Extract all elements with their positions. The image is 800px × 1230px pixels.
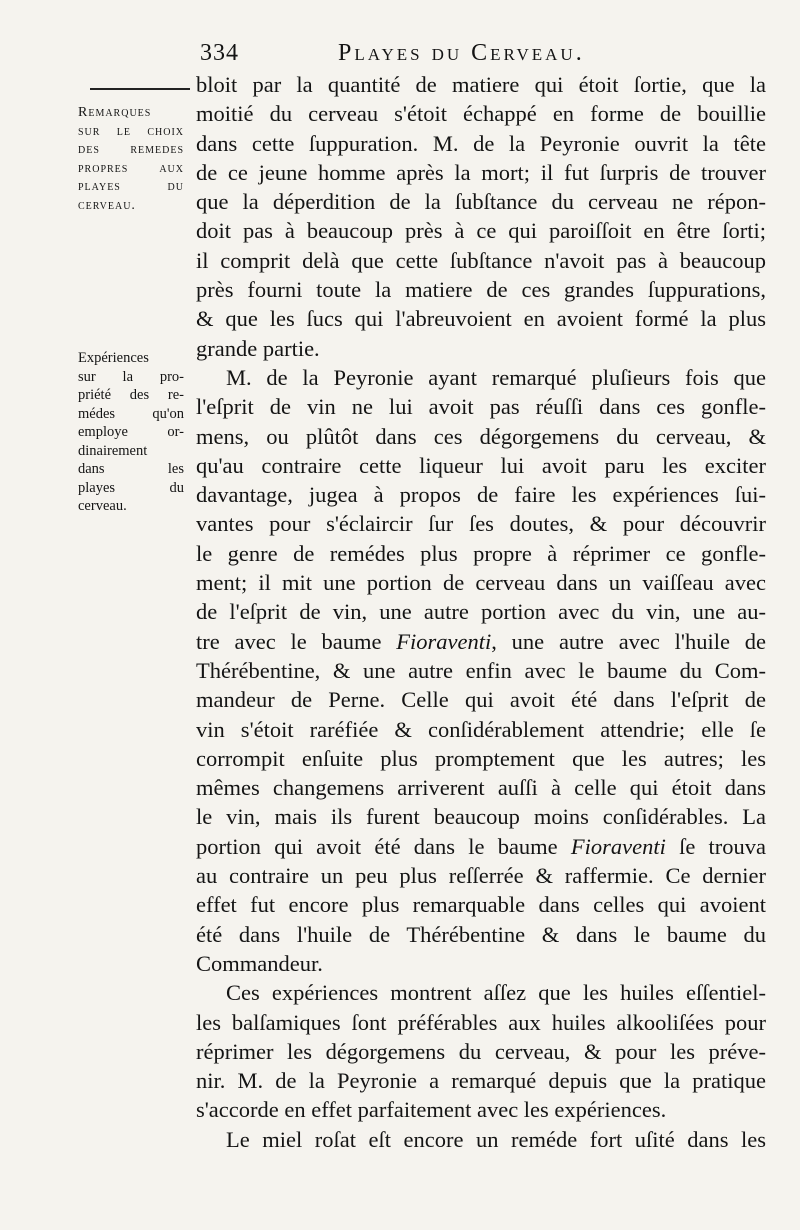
text-line: réprimer les dégorgemens du cerveau, & pour les préve- [196, 1038, 766, 1064]
text-line: de l'eſprit de vin, une autre portion avec du vin, une au- [196, 599, 766, 625]
margin-note-line: playes du [78, 179, 184, 194]
margin-note-line: employe or- [78, 424, 184, 440]
margin-note-line: médes qu'on [78, 405, 184, 422]
text-line: l'eſprit de vin ne lui avoit pas réuſſi dans ces gonfle- [196, 394, 766, 420]
margin-note-remarques [78, 104, 184, 215]
margin-note-line: dans les [78, 461, 184, 477]
margin-note-line: priété des re- [78, 387, 184, 403]
running-title: Playes du Cerveau. [338, 40, 585, 66]
text-line: de ce jeune homme après la mort; il fut ſurpris de trouver [196, 159, 766, 185]
margin-note-line: dinairement [78, 442, 148, 459]
text-line: qu'au contraire cette liqueur lui avoit paru les exciter [196, 452, 766, 478]
margin-note-line: sur la pro- [78, 368, 184, 385]
text-line: que la déperdition de la ſubſtance du cerveau ne répon- [196, 189, 766, 215]
text-line: Thérébentine, & une autre enfin avec le baume du Com- [196, 657, 766, 683]
text-line: & que les ſucs qui l'abreuvoient en avoient formé la plus [196, 306, 766, 332]
text-line: s'accorde en effet parfaitement avec les expériences. [196, 1097, 667, 1123]
margin-note-line: Expériences [78, 350, 149, 366]
text-line: près fourni toute la matiere de ces grandes ſuppurations, [196, 277, 766, 303]
running-header [200, 40, 760, 72]
body-text [196, 70, 766, 1154]
margin-note-line: cerveau. [78, 197, 136, 213]
text-line: corrompit enſuite plus promptement que les autres; les [196, 745, 766, 771]
text-line: Commandeur. [196, 950, 323, 976]
text-line: Ces expériences montrent aſſez que les huiles eſſentiel- [226, 980, 766, 1006]
text-line: effet fut encore plus remarquable dans celles qui avoient [196, 892, 766, 918]
italic-name: Fioraventi [396, 628, 492, 654]
italic-name: Fioraventi [570, 833, 666, 859]
text-line: tre avec le baume Fioraventi, une autre avec l'huile de [196, 628, 766, 654]
text-line: doit pas à beaucoup près à ce qui paroiſſoit en être ſorti; [196, 218, 766, 244]
text-line: mandeur de Perne. Celle qui avoit été dans l'eſprit de [196, 687, 766, 713]
text-line: le genre de remédes plus propre à réprimer ce gonfle- [196, 540, 766, 566]
text-line: portion qui avoit été dans le baume Fioraventi ſe trouva [196, 833, 766, 859]
text-line: nir. M. de la Peyronie a remarqué depuis que la pratique [196, 1068, 766, 1094]
margin-note-line: sur le choix [78, 123, 184, 139]
page-number: 334 [200, 40, 239, 66]
text-line: au contraire un peu plus reſſerrée & raffermie. Ce dernier [196, 863, 766, 889]
text-line: vin s'étoit raréfiée & conſidérablement attendrie; elle ſe [196, 716, 766, 742]
text-line: mêmes changemens arriverent auſſi à celle qui étoit dans [196, 775, 766, 801]
text-line: Le miel roſat eſt encore un reméde fort uſité dans les [226, 1126, 766, 1152]
text-line: le vin, mais ils furent beaucoup moins conſidérables. La [196, 804, 766, 830]
header-rule [90, 88, 190, 90]
text-line: grande partie. [196, 335, 320, 361]
margin-note-line: playes du [78, 479, 184, 496]
text-line: moitié du cerveau s'étoit échappé en forme de bouillie [196, 101, 766, 127]
text-line: dans cette ſuppuration. M. de la Peyronie ouvrit la tête [196, 130, 766, 156]
text-line: il comprit delà que cette ſubſtance n'avoit pas à beaucoup [196, 247, 766, 273]
text-line: M. de la Peyronie ayant remarqué pluſieurs fois que [226, 364, 766, 390]
margin-note-line: des remedes [78, 142, 184, 157]
text-line: mens, ou plûtôt dans ces dégorgemens du cerveau, & [196, 423, 766, 449]
text-line: davantage, jugea à propos de faire les expériences ſui- [196, 482, 766, 508]
margin-note-line: cerveau. [78, 498, 127, 514]
text-line: bloit par la quantité de matiere qui étoit ſortie, que la [196, 72, 766, 97]
margin-note-line: Remarques [78, 105, 152, 120]
margin-note-experiences [78, 349, 184, 516]
text-line: vantes pour s'éclaircir ſur ſes doutes, & pour découvrir [196, 511, 766, 537]
text-line: ment; il mit une portion de cerveau dans un vaiſſeau avec [196, 570, 766, 596]
text-line: les balſamiques ſont préférables aux huiles alkooliſées pour [196, 1009, 766, 1035]
text-line: été dans l'huile de Thérébentine & dans le baume du [196, 921, 766, 947]
margin-note-line: propres aux [78, 160, 184, 176]
